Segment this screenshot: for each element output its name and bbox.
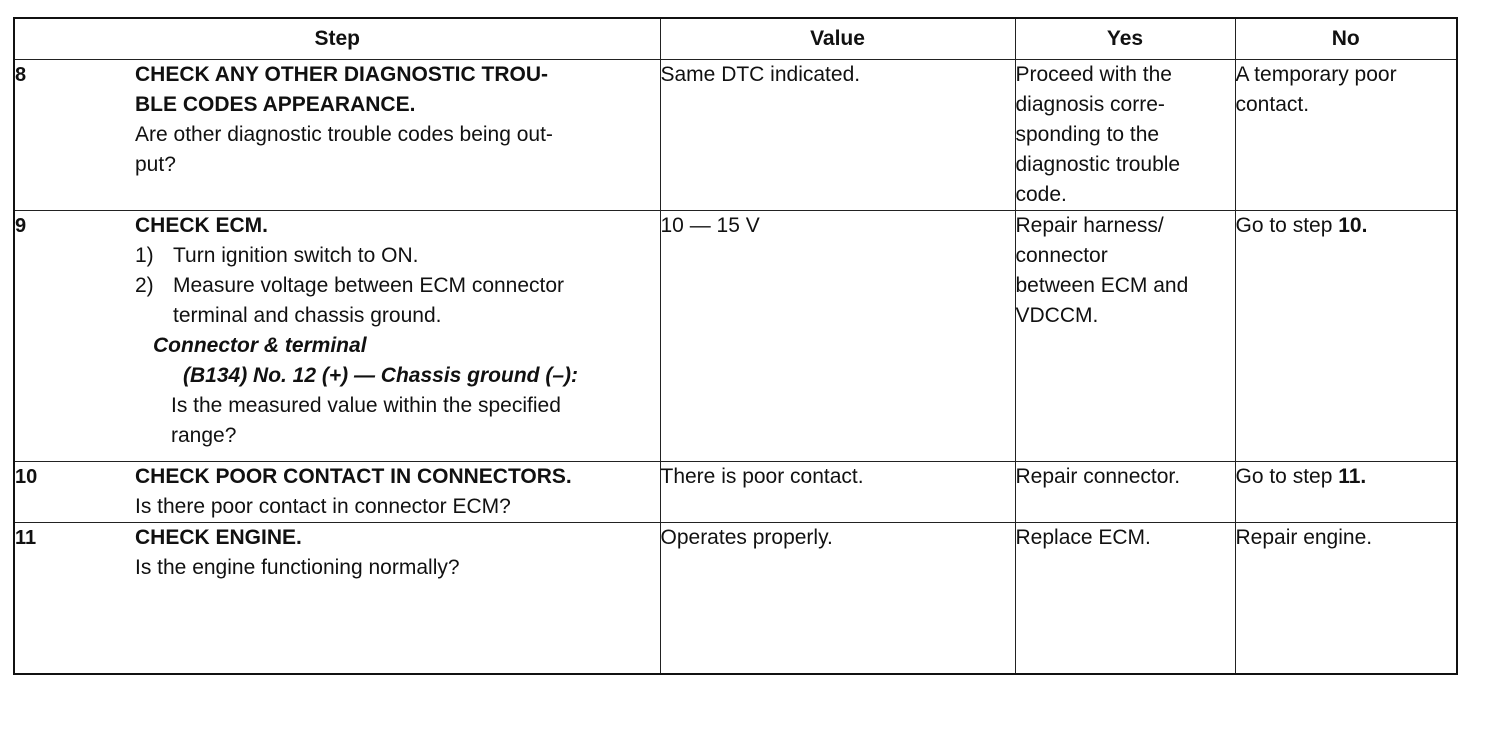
step-cell [14,523,660,675]
yes-line: diagnostic trouble [1015,153,1181,176]
step-cell [14,60,660,211]
table-row-step-8 [14,60,1457,211]
step-question: Is the engine functioning normally? [135,556,460,579]
yes-cell [1015,211,1235,462]
yes-line: connector [1015,244,1108,267]
substep-text: Turn ignition switch to ON. [173,244,419,267]
substep-text-line-2: terminal and chassis ground. [173,304,442,327]
table-row-step-11 [14,523,1457,675]
substep-text [173,271,660,331]
no-line: contact. [1235,93,1310,116]
value-cell: Operates properly. [660,523,1015,675]
yes-cell [1015,60,1235,211]
yes-line: sponding to the [1015,123,1160,146]
substep-2 [135,271,660,331]
connector-terminal-value: (B134) No. 12 (+) — Chassis ground (–): [183,364,578,387]
yes-cell: Replace ECM. [1015,523,1235,675]
connector-terminal-label: Connector & terminal [153,334,367,357]
no-line: A temporary poor [1235,63,1397,86]
no-cell [1235,60,1457,211]
step-number: 11 [15,527,37,549]
step-title-line-2: BLE CODES APPEARANCE. [135,93,416,116]
substep-text-line-1: Measure voltage between ECM connector [173,274,565,297]
step-number: 10 [15,466,38,488]
yes-line: diagnosis corre- [1015,93,1165,116]
yes-cell: Repair connector. [1015,462,1235,523]
header-yes: Yes [1015,18,1235,60]
step-question-line-1: Is the measured value within the specified [171,394,561,417]
no-step-reference: 10. [1338,214,1368,237]
step-number: 8 [15,64,27,86]
value-cell: 10 — 15 V [660,211,1015,462]
header-value: Value [660,18,1015,60]
step-cell [14,211,660,462]
step-body [135,60,660,180]
yes-line: between ECM and [1015,274,1189,297]
no-cell: Repair engine. [1235,523,1457,675]
yes-line: Repair harness/ [1015,214,1164,237]
no-cell [1235,211,1457,462]
substep-number: 2) [135,274,154,297]
step-title: CHECK ENGINE. [135,526,302,549]
yes-line: VDCCM. [1015,304,1099,327]
table-row-step-10 [14,462,1457,523]
step-question-line-2: range? [171,424,237,447]
table-header-row [14,18,1457,60]
no-text: Go to step [1235,465,1339,488]
step-cell [14,462,660,523]
diagnostic-table [13,17,1458,675]
step-number: 9 [15,215,27,237]
header-no: No [1235,18,1457,60]
value-cell: Same DTC indicated. [660,60,1015,211]
substep-number: 1) [135,244,154,267]
header-step: Step [14,18,660,60]
step-title: CHECK POOR CONTACT IN CONNECTORS. [135,465,572,488]
step-question: Is there poor contact in connector ECM? [135,495,511,518]
step-body [135,211,660,451]
yes-line: code. [1015,183,1067,206]
step-title: CHECK ECM. [135,214,269,237]
substep-1 [135,241,660,271]
value-cell: There is poor contact. [660,462,1015,523]
no-cell [1235,462,1457,523]
step-body [135,462,660,522]
table-row-step-9 [14,211,1457,462]
yes-line: Proceed with the [1015,63,1172,86]
step-question-line-2: put? [135,153,176,176]
step-title-line-1: CHECK ANY OTHER DIAGNOSTIC TROU- [135,63,549,86]
step-body [135,523,660,583]
no-step-reference: 11. [1338,465,1367,488]
step-question-line-1: Are other diagnostic trouble codes being out- [135,123,553,146]
no-text: Go to step [1235,214,1339,237]
